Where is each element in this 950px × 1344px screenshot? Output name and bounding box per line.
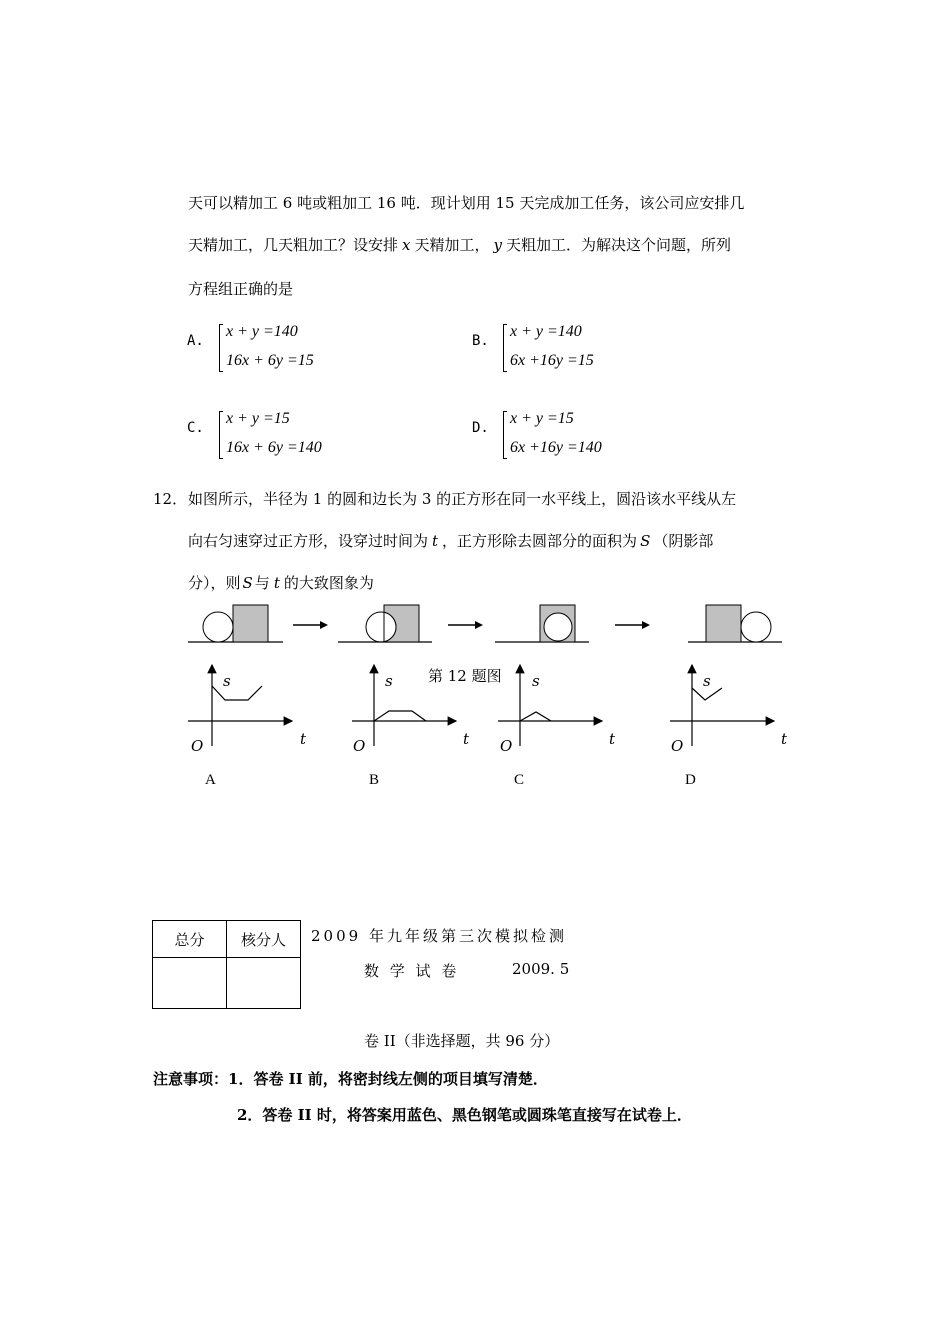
figure-stage-4 [688, 605, 782, 642]
figure-stage-1 [188, 605, 283, 642]
option-b-eq1: x + y =140 [510, 323, 582, 340]
graph-b-s-label: s [385, 672, 393, 690]
q12-line-2-pre: 向右匀速穿过正方形，设穿过时间为 [188, 532, 429, 550]
figure-stage-3 [495, 605, 589, 642]
option-d-eq2: 6x +16y =140 [510, 439, 602, 456]
q12-line-2-mid: ，正方形除去圆部分的面积为 [442, 532, 638, 550]
q11-line-1: 天可以精加工 6 吨或粗加工 16 吨．现计划用 15 天完成加工任务，该公司应安排几 [188, 194, 745, 212]
figure-stage-2 [338, 605, 432, 642]
option-d-label: D. [472, 420, 489, 436]
score-table [152, 920, 301, 1009]
option-c-brace [219, 411, 225, 459]
var-x: x [402, 236, 411, 254]
graph-c-o-label: O [500, 737, 513, 755]
option-c-eq1: x + y =15 [226, 410, 290, 427]
exam-title: 2009 年九年级第三次模拟检测 [311, 927, 567, 945]
q12-line-3-mid: 与 [254, 574, 270, 592]
option-d-brace [503, 411, 509, 459]
var-t: t [432, 532, 439, 550]
graph-d [670, 665, 774, 746]
score-cell-checker[interactable] [227, 958, 301, 1009]
q12-line-2-post: （阴影部 [653, 532, 714, 550]
arrow-icon [293, 621, 328, 629]
notes-label: 注意事项： [153, 1070, 229, 1088]
notes-item-1: 1．答卷 II 前，将密封线左侧的项目填写清楚． [228, 1070, 548, 1088]
graph-d-o-label: O [671, 737, 684, 755]
graph-c-letter: C [514, 772, 525, 788]
q11-line-3: 方程组正确的是 [188, 280, 294, 298]
var-t-2: t [273, 574, 280, 592]
option-c-label: C. [187, 420, 204, 436]
option-a-brace [219, 324, 225, 372]
graph-d-s-label: s [703, 672, 711, 690]
exam-part: 卷 II（非选择题，共 96 分） [364, 1032, 560, 1050]
q12-line-3-post: 的大致图象为 [283, 574, 374, 592]
arrow-icon [448, 621, 483, 629]
score-cell-total[interactable] [153, 958, 227, 1009]
q11-line-2 [188, 234, 731, 255]
option-c-eq2: 16x + 6y =140 [226, 439, 322, 456]
q12-number: 12． [153, 490, 188, 508]
graph-d-letter: D [685, 772, 696, 788]
graph-a [188, 665, 292, 746]
option-b-eq2: 6x +16y =15 [510, 352, 594, 369]
var-s-upper: S [640, 532, 651, 550]
q11-line-2-post: 天粗加工．为解决这个问题，所列 [505, 236, 731, 254]
graph-a-s-label: s [223, 672, 231, 690]
figure-caption: 第 12 题图 [428, 667, 502, 685]
graph-a-o-label: O [191, 737, 204, 755]
notes-line-1 [153, 1068, 548, 1089]
graph-d-t-label: t [781, 730, 788, 748]
arrow-icon [615, 621, 650, 629]
graph-b-letter: B [369, 772, 380, 788]
var-s-upper-2: S [242, 574, 253, 592]
var-y: y [493, 236, 502, 254]
score-header-checker: 核分人 [227, 921, 301, 958]
graph-c-s-label: s [532, 672, 540, 690]
q12-figure [180, 598, 790, 653]
graph-b-o-label: O [353, 737, 366, 755]
notes-item-2: 2．答卷 II 时，将答案用蓝色、黑色钢笔或圆珠笔直接写在试卷上． [237, 1106, 692, 1124]
q11-line-2-pre: 天精加工，几天粗加工？设安排 [188, 236, 399, 254]
graph-a-t-label: t [300, 730, 307, 748]
graph-b [352, 665, 456, 746]
graph-c-t-label: t [609, 730, 616, 748]
q12-line-3-pre: 分），则 [188, 574, 241, 592]
option-b-label: B. [472, 333, 489, 349]
option-a-eq1: x + y =140 [226, 323, 298, 340]
graph-a-letter: A [205, 772, 216, 788]
option-a-label: A. [187, 333, 204, 349]
q12-line-1: 如图所示，半径为 1 的圆和边长为 3 的正方形在同一水平线上，圆沿该水平线从左 [188, 490, 737, 508]
score-header-total: 总分 [153, 921, 227, 958]
option-b-brace [503, 324, 509, 372]
q11-line-2-mid: 天精加工， [414, 236, 490, 254]
exam-subject: 数 学 试 卷 [364, 962, 460, 980]
exam-date: 2009. 5 [512, 960, 570, 978]
graph-c [498, 665, 602, 746]
q12-line-3 [188, 572, 374, 593]
option-d-eq1: x + y =15 [510, 410, 574, 427]
graph-b-t-label: t [463, 730, 470, 748]
q12-line-2 [188, 530, 713, 551]
option-a-eq2: 16x + 6y =15 [226, 352, 314, 369]
